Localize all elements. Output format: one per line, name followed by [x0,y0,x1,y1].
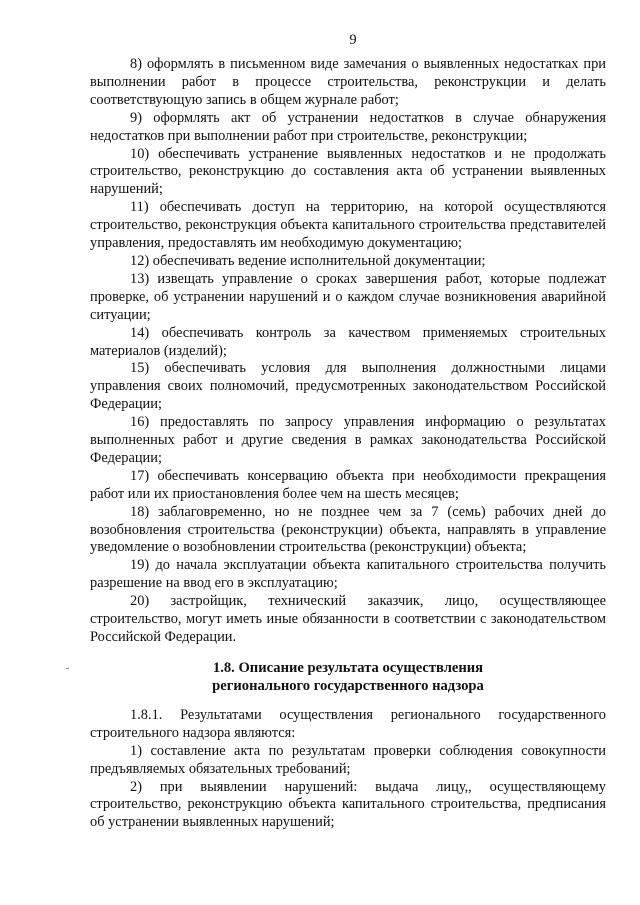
list-item: 20) застройщик, технический заказчик, лицо, осуществляющее строительство, могут иметь иные обязанности в соответствии с законодательством Российской Федерации. [90,593,606,645]
list-item: 11) обеспечивать доступ на территорию, на которой осуществляются строительство, реконструкция объекта капитального строительства представителей управления, предоставлять им необходимую документацию; [90,199,606,252]
list-item: 10) обеспечивать устранение выявленных недостатков и не продолжать строительство, реконструкцию до составления акта об устранении выявленных нарушений; [90,145,606,198]
list-item: 15) обеспечивать условия для выполнения должностными лицами управления своих полномочий, предусмотренных законодательством Российской Федерации; [90,360,606,413]
list-item: 16) предоставлять по запросу управления информацию о результатах выполненных работ и другие сведения в рамках законодательства Российской Федерации; [90,414,606,466]
section-heading [90,659,606,695]
list-item: 17) обеспечивать консервацию объекта при необходимости прекращения работ или их приостановления более чем на шесть месяцев; [90,467,606,502]
list-item: 1) составление акта по результатам проверки соблюдения совокупности предъявляемых обязательных требований; [90,742,606,777]
list-item: 18) заблаговременно, но не позднее чем за 7 (семь) рабочих дней до возобновления строительства (реконструкции) объекта, направлять в управление уведомление о возобновлении строительства (реконструкции) объекта; [90,503,606,556]
obligations-list [90,56,606,647]
page-number: 9 [349,32,357,48]
list-item: 8) оформлять в письменном виде замечания о выявленных недостатках при выполнении работ в процессе строительства, реконструкции и делать соответствующую запись в общем журнале работ; [90,56,606,108]
list-item: 13) извещать управление о сроках завершения работ, которые подлежат проверке, об устранении нарушений и о каждом случае возникновения аварийной ситуации; [90,270,606,323]
section-heading-line: 1.8. Описание результата осуществления [212,659,484,676]
section-heading-line: регионального государственного надзора [212,677,484,694]
list-item: 2) при выявлении нарушений: выдача лицу,, осуществляющему строительство, реконструкцию объекта капитального строительства, предписания об устранении выявленных нарушений; [90,778,606,831]
list-item: 9) оформлять акт об устранении недостатков в случае обнаружения недостатков при выполнении работ при строительстве, реконструкции; [90,109,606,144]
list-item: 1.8.1. Результатами осуществления регионального государственного строительного надзора являются: [90,706,606,741]
list-item: 19) до начала эксплуатации объекта капитального строительства получить разрешение на ввод его в эксплуатацию; [90,557,606,592]
scan-mark [66,668,69,669]
list-item: 12) обеспечивать ведение исполнительной документации; [130,252,486,269]
results-list [90,707,606,832]
list-item: 14) обеспечивать контроль за качеством применяемых строительных материалов (изделий); [90,324,606,359]
